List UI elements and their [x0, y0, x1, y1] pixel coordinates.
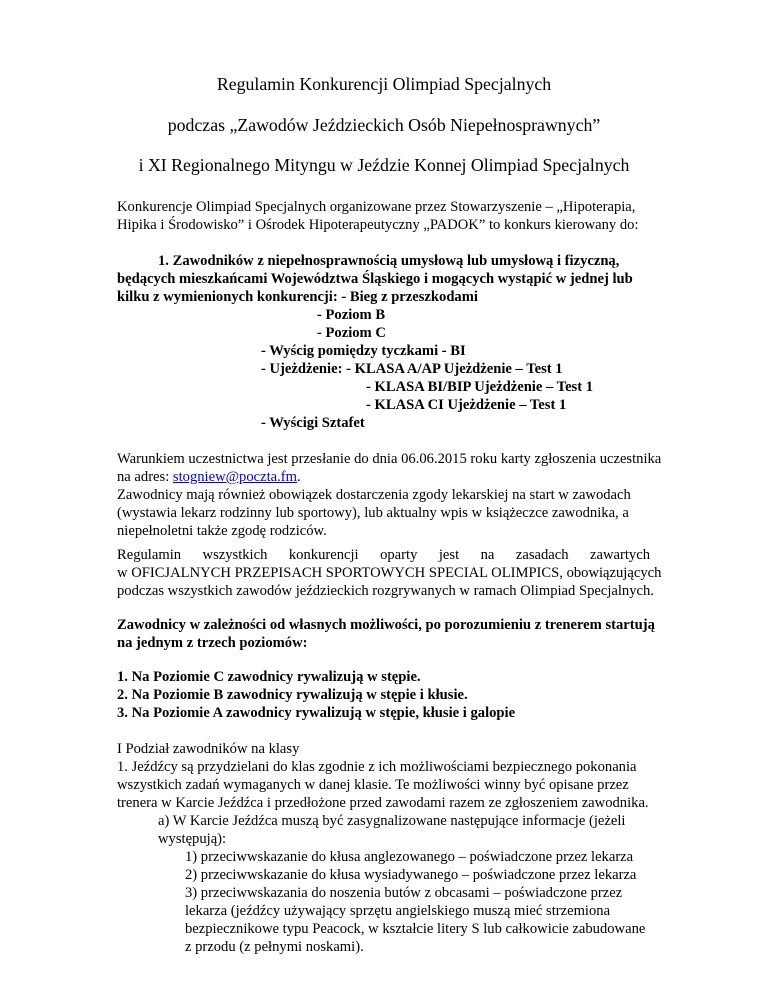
classes-subsubitem: lekarza (jeźdźcy używający sprzętu angielskiego muszą mieć strzemiona — [185, 903, 611, 919]
rules-line: Regulamin wszystkich konkurencji oparty jest na zasadach zawartych — [117, 547, 650, 563]
document-subtitle-2: i XI Regionalnego Mityngu w Jeździe Konnej Olimpiad Specjalnych — [138, 155, 630, 175]
conditions-line: Zawodnicy mają również obowiązek dostarczenia zgody lekarskiej na start w zawodach — [117, 487, 631, 503]
conditions-line: niepełnoletni także zgodę rodziców. — [117, 523, 327, 539]
intro-line: Konkurencje Olimpiad Specjalnych organizowane przez Stowarzyszenie – „Hipoterapia, — [117, 199, 636, 215]
rules-line: w OFICJALNYCH PRZEPISACH SPORTOWYCH SPECIAL OLIMPICS, obowiązujących — [117, 565, 662, 581]
intro-line: Hipika i Środowisko” i Ośrodek Hipoterapeutyczny „PADOK” to konkurs kierowany do: — [117, 217, 639, 233]
levels-intro-line: na jednym z trzech poziomów: — [117, 635, 308, 651]
classes-subsubitem: 2) przeciwwskazanie do kłusa wysiadywanego – poświadczone przez lekarza — [185, 867, 637, 883]
conditions-prefix: na adres: — [117, 469, 173, 485]
rules-line: podczas wszystkich zawodów jeździeckich rozgrywanych w ramach Olimpiad Specjalnych. — [117, 583, 654, 599]
classes-subsubitem: bezpiecznikowe typu Peacock, w kształcie litery S lub całkowicie zabudowane — [185, 921, 646, 937]
level-item: 1. Na Poziomie C zawodnicy rywalizują w stępie. — [117, 669, 421, 685]
email-link[interactable]: stogniew@poczta.fm — [172, 469, 297, 485]
section1-line: kilku z wymienionych konkurencji: - Bieg z przeszkodami — [117, 289, 478, 305]
section1-list-item: - Wyścig pomiędzy tyczkami - BI — [261, 343, 466, 359]
section1-list-item: - KLASA BI/BIP Ujeżdżenie – Test 1 — [366, 379, 594, 395]
section1-line: 1. Zawodników z niepełnosprawnością umysłową lub umysłową i fizyczną, — [158, 253, 620, 269]
classes-line: wszystkich zadań wymaganych w danej klasie. Te możliwości winny być opisane przez — [117, 777, 629, 793]
classes-line: trenera w Karcie Jeźdźca i przedłożone przed zawodami razem ze zgłoszeniem zawodnika. — [117, 795, 649, 811]
classes-subsubitem: 1) przeciwwskazanie do kłusa anglezowanego – poświadczone przez lekarza — [185, 849, 634, 865]
section1-list-item: - Ujeżdżenie: - KLASA A/AP Ujeżdżenie – Test 1 — [261, 361, 563, 377]
document-subtitle: podczas „Zawodów Jeździeckich Osób Niepełnosprawnych” — [167, 115, 601, 135]
levels-intro-line: Zawodnicy w zależności od własnych możliwości, po porozumieniu z trenerem startują — [117, 617, 655, 633]
classes-line: 1. Jeźdźcy są przydzielani do klas zgodnie z ich możliwościami bezpiecznego pokonania — [117, 759, 637, 775]
classes-subsubitem: z przodu (z pełnymi noskami). — [185, 939, 364, 955]
conditions-line: (wystawia lekarz rodzinny lub sportowy), lub aktualny wpis w książeczce zawodnika, a — [117, 505, 629, 521]
conditions-suffix: . — [297, 469, 301, 485]
section1-list-item: - Poziom B — [317, 307, 386, 323]
classes-subitem: występują): — [158, 831, 227, 847]
classes-subitem: a) W Karcie Jeźdźca muszą być zasygnalizowane następujące informacje (jeżeli — [158, 813, 626, 829]
conditions-line: Warunkiem uczestnictwa jest przesłanie do dnia 06.06.2015 roku karty zgłoszenia uczestnika — [117, 451, 662, 467]
level-item: 3. Na Poziomie A zawodnicy rywalizują w stępie, kłusie i galopie — [117, 705, 516, 721]
level-item: 2. Na Poziomie B zawodnicy rywalizują w stępie i kłusie. — [117, 687, 468, 703]
section1-list-item: - Poziom C — [317, 325, 386, 341]
classes-subsubitem: 3) przeciwwskazania do noszenia butów z obcasami – poświadczone przez — [185, 885, 623, 901]
classes-heading: I Podział zawodników na klasy — [117, 741, 300, 757]
section1-line: będących mieszkańcami Województwa Śląskiego i mogących wystąpić w jednej lub — [117, 271, 633, 287]
conditions-line — [117, 469, 301, 486]
section1-list-item: - KLASA CI Ujeżdżenie – Test 1 — [366, 397, 567, 413]
section1-list-item: - Wyścigi Sztafet — [261, 415, 365, 431]
document-title: Regulamin Konkurencji Olimpiad Specjalnych — [216, 74, 552, 94]
